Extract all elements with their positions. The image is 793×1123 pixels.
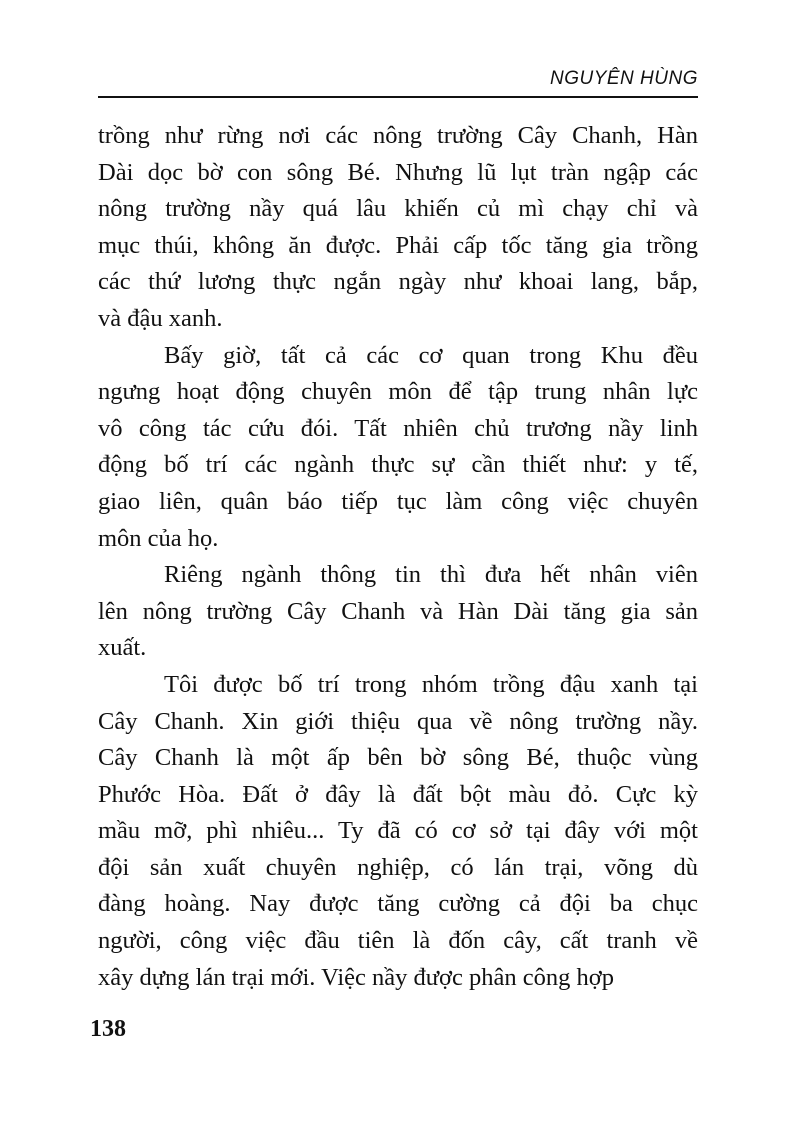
- text-line: xây dựng lán trại mới. Việc nầy được phân công hợp: [98, 963, 614, 991]
- text-line: mục thúi, không ăn được. Phải cấp tốc tăng gia trồng: [98, 231, 698, 259]
- text-line: nông trường nầy quá lâu khiến củ mì chạy chỉ và: [98, 195, 698, 223]
- text-line: giao liên, quân báo tiếp tục làm công việc chuyên: [98, 487, 698, 515]
- text-line: trồng như rừng nơi các nông trường Cây Chanh, Hàn: [98, 122, 698, 149]
- running-header-author: NGUYÊN HÙNG: [549, 68, 698, 89]
- body-text: [98, 118, 698, 996]
- text-line: vô công tác cứu đói. Tất nhiên chủ trương nầy linh: [98, 414, 698, 442]
- paragraph: [98, 667, 698, 996]
- text-line: đội sản xuất chuyên nghiệp, có lán trại, võng dù: [98, 853, 698, 881]
- page-number: 138: [90, 1016, 126, 1042]
- text-line: ngưng hoạt động chuyên môn để tập trung nhân lực: [98, 378, 698, 406]
- text-line: Dài dọc bờ con sông Bé. Nhưng lũ lụt tràn ngập các: [98, 158, 698, 186]
- text-line: Cây Chanh. Xin giới thiệu qua về nông trường nầy.: [98, 707, 698, 735]
- text-line: mầu mỡ, phì nhiêu... Ty đã có cơ sở tại đây với một: [98, 817, 698, 845]
- text-line: Bấy giờ, tất cả các cơ quan trong Khu đều: [164, 341, 698, 369]
- text-line: Phước Hòa. Đất ở đây là đất bột màu đỏ. Cực kỳ: [98, 780, 698, 808]
- text-line: lên nông trường Cây Chanh và Hàn Dài tăng gia sản: [98, 597, 698, 625]
- paragraph: [98, 118, 698, 338]
- paragraph: [98, 338, 698, 558]
- text-line: và đậu xanh.: [98, 304, 223, 332]
- text-line: đàng hoàng. Nay được tăng cường cả đội ba chục: [98, 890, 698, 918]
- header-divider: [98, 96, 698, 98]
- text-line: môn của họ.: [98, 524, 219, 552]
- text-line: các thứ lương thực ngắn ngày như khoai lang, bắp,: [98, 268, 698, 296]
- text-line: Cây Chanh là một ấp bên bờ sông Bé, thuộc vùng: [98, 744, 698, 772]
- paragraph: [98, 557, 698, 667]
- text-line: Tôi được bố trí trong nhóm trồng đậu xanh tại: [164, 670, 698, 698]
- text-line: người, công việc đầu tiên là đốn cây, cất tranh về: [98, 927, 698, 955]
- text-line: động bố trí các ngành thực sự cần thiết như: y tế,: [98, 451, 698, 479]
- text-line: Riêng ngành thông tin thì đưa hết nhân viên: [164, 561, 698, 589]
- text-line: xuất.: [98, 634, 147, 662]
